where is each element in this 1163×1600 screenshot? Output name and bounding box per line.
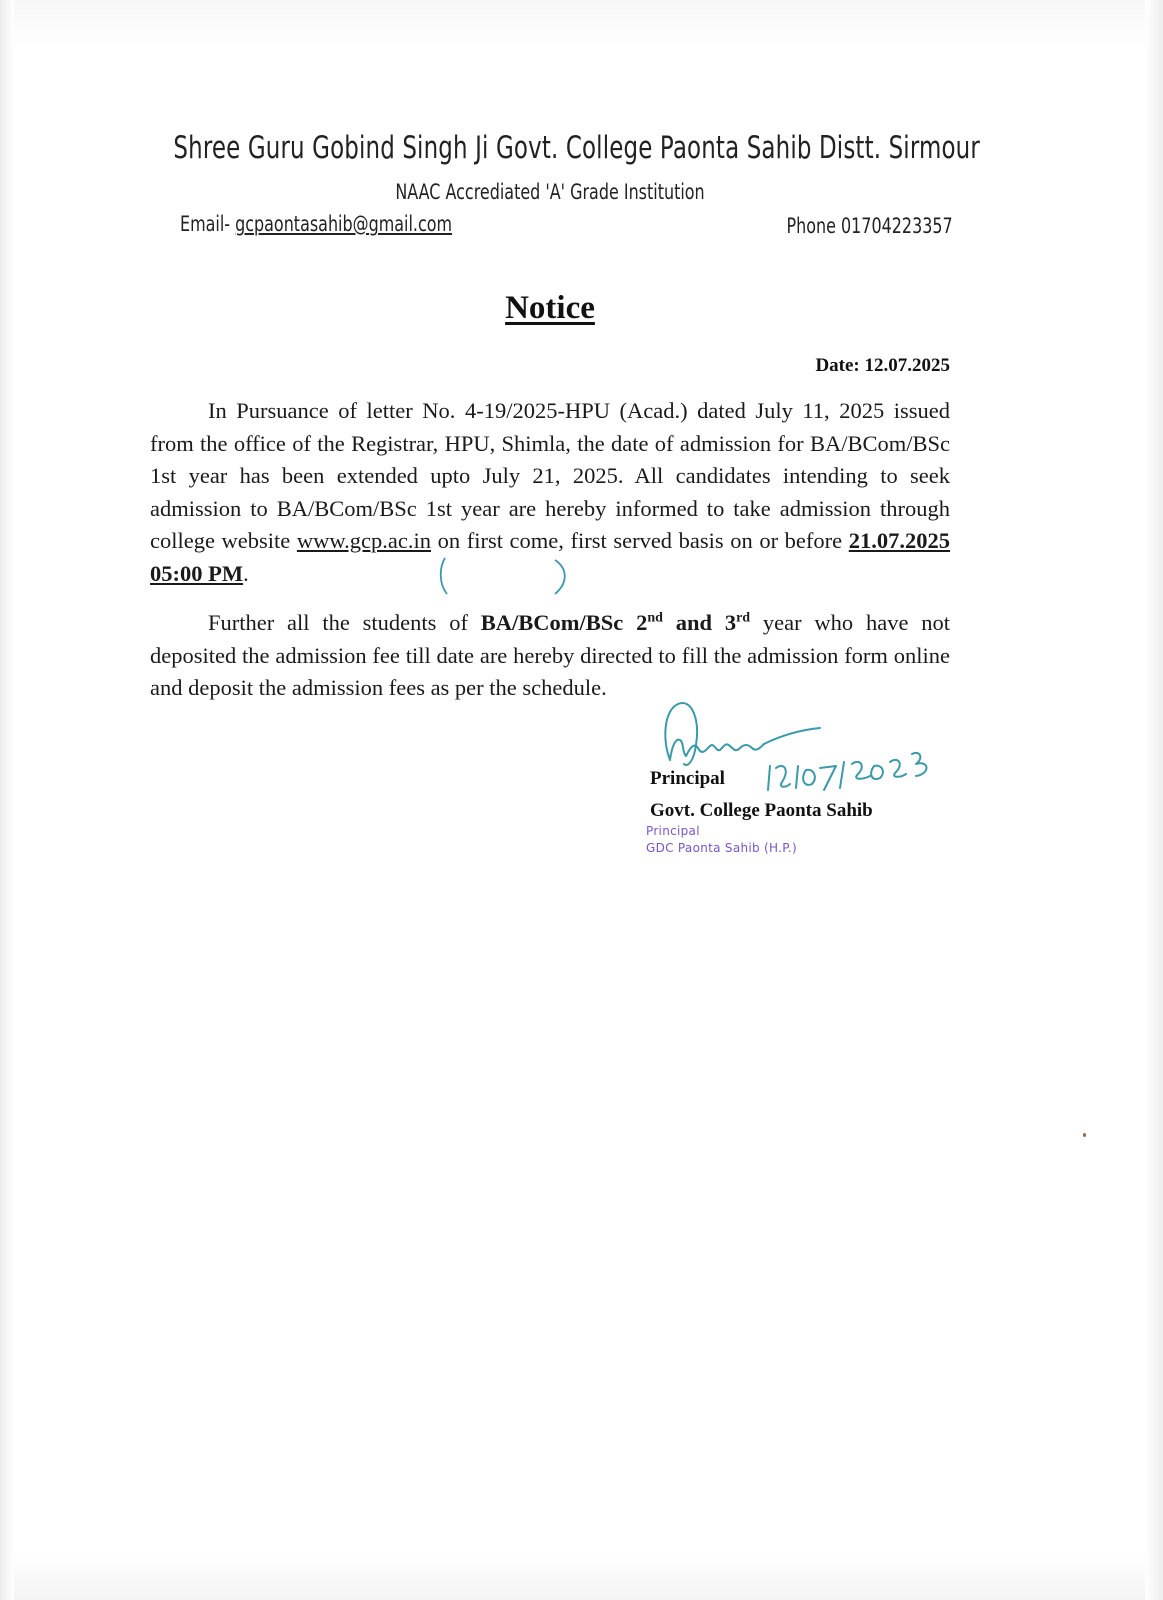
para2-text-b: year who have not deposited the admission fee till date are hereby directed to fill the admission form online and deposit the admission fees as per the schedule. [150,610,951,700]
deadline-date: 21.07.2025 [848,528,950,553]
stamp-line-1: Principal [646,824,700,838]
deadline-time: 05:00 PM [150,560,244,586]
para1-text-b: on first come, first served basis on or before [431,528,849,553]
notice-title: Notice [505,290,595,326]
scan-speck [1083,1133,1086,1137]
para2-text-a: Further all the students of [208,610,481,635]
phone-line: Phone 01704223357 [786,214,953,238]
principal-title: Principal [650,768,725,789]
para2-sup-b: rd [736,610,751,626]
principal-stamp [646,823,797,857]
email-line [180,212,452,236]
notice-paragraph-1 [150,395,950,590]
para2-sup-a: nd [647,610,663,626]
principal-institution: Govt. College Paonta Sahib [650,800,873,821]
stamp-line-2: GDC Paonta Sahib (H.P.) [646,841,798,855]
para2-bold-a: BA/BCom/BSc 2 [480,610,648,635]
email-link[interactable]: gcpaontasahib@gmail.com [235,212,453,236]
notice-paragraph-2 [150,607,950,705]
para2-bold-b: and 3 [662,610,737,635]
scan-edge-right [1145,0,1163,1600]
scan-edge-left [0,0,14,1600]
email-label: Email- [180,212,236,236]
accreditation-line: NAAC Accrediated 'A' Grade Institution [395,180,705,204]
website-link[interactable]: www.gcp.ac.in [296,528,432,553]
para1-text-a: In Pursuance of letter No. 4-19/2025-HPU (Acad.) dated July 11, 2025 issued from the office of the Registrar, HPU, Shimla, the date of admission for BA/BCom/BSc 1st year has been extended upto July 21, 2025. All candidates intending to seek admission to BA/BCom/BSc 1st year are hereby informed to take admission through college website [150,398,950,553]
college-name: Shree Guru Gobind Singh Ji Govt. College Paonta Sahib Distt. Sirmour [173,130,980,166]
notice-date: Date: 12.07.2025 [815,355,950,376]
para1-text-c: . [243,560,249,586]
signature-block [650,763,873,827]
